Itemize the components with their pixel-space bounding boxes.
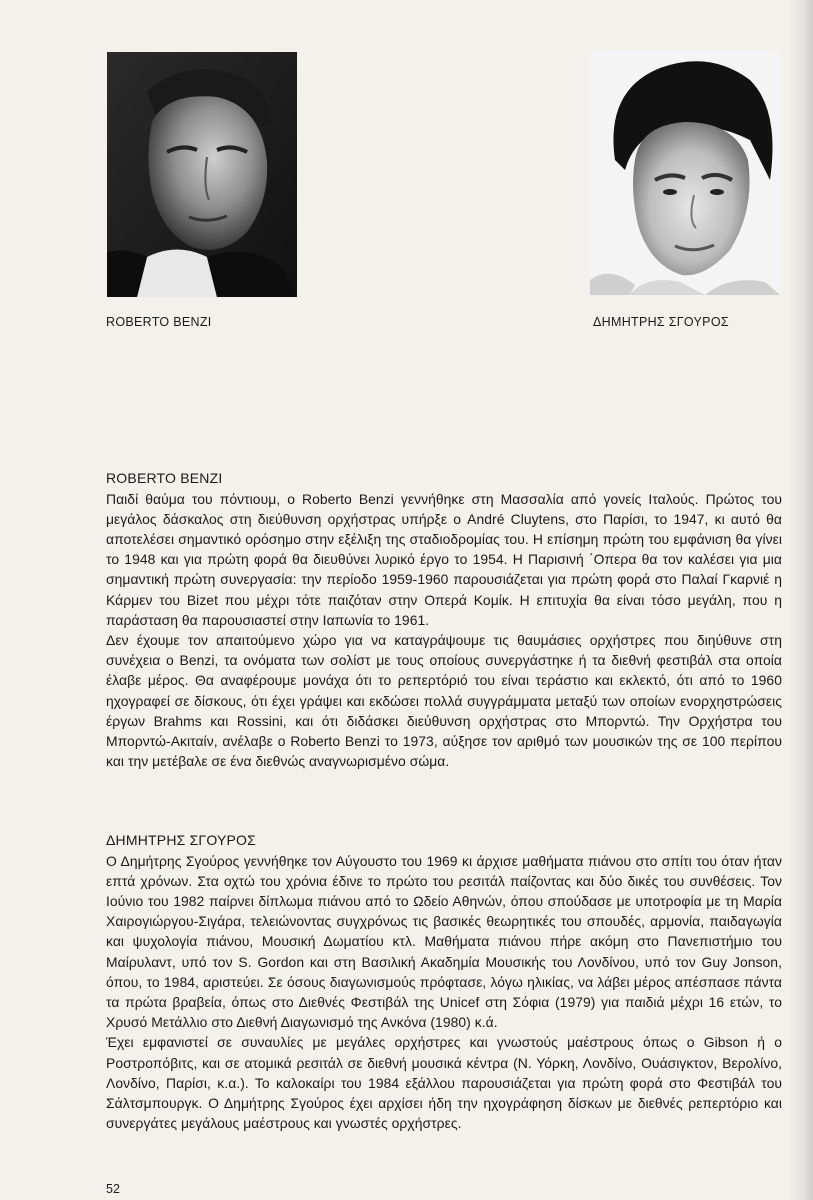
page-number: 52 — [106, 1182, 120, 1196]
biography-sgouros — [106, 830, 782, 1133]
sgouros-paragraph-2: Έχει εμφανιστεί σε συναυλίες με μεγάλες ορχήστρες και γνωστούς μαέστρους όπως ο Gibson ή ο Ροστροπόβιτς, και σε ατομικά ρεσιτάλ σε διεθνή μουσικά κέντρα (Ν. Υόρκη, Λονδίνο, Ουάσιγκτον, Βερολίνο, Λονδίνο, Παρίσι, κ.α.). Το καλοκαίρι του 1984 εξάλλου παρουσιάζεται για πρώτη φορά στο Φεστιβάλ του Σάλτσμπουργκ. Ο Δημήτρης Σγούρος έχει αρχίσει ήδη την ηχογράφηση δίσκων με διεθνές ρεπερτόριο και συνεργάτες μεγάλους μαέστρους και γνωστές ορχήστρες. — [106, 1034, 782, 1132]
page-edge-shadow — [787, 0, 813, 1200]
photo-caption-benzi: ROBERTO BENZI — [106, 315, 212, 329]
benzi-paragraph-2: Δεν έχουμε τον απαιτούμενο χώρο για να καταγράψουμε τις θαυμάσιες ορχήστρες που διηύθυνε στη συνέχεια ο Benzi, τα ονόματα των σολίστ με τους οποίους συνεργάστηκε ή τα διεθνή φεστιβάλ στα οποία έλαβε μέρος. Θα αναφέρουμε μονάχα ότι το ρεπερτόριό του είναι τεράστιο και εκλεκτό, ότι από το 1960 ηχογραφεί σε δίσκους, ότι έχει γράψει και εκδώσει πολλά συγγράμματα μεταξύ των οποίων ενορχηστρώσεις έργων Brahms και Rossini, και ότι διδάσκει διεύθυνση ορχήστρας στο Μπορντώ. Την Ορχήστρα του Μπορντώ-Ακιταίν, ανέλαβε ο Roberto Benzi το 1973, αύξησε τον αριθμό των μουσικών της σε 100 περίπου και την μετέβαλε σε ένα διεθνώς αναγνωρισμένο σώμα. — [106, 631, 782, 770]
portrait-benzi-image — [107, 52, 297, 297]
sgouros-paragraph-1: Ο Δημήτρης Σγούρος γεννήθηκε τον Αύγουστο του 1969 κι άρχισε μαθήματα πιάνου στο σπίτι του όταν ήταν επτά χρόνων. Στα οχτώ του χρόνια έδινε το πρώτο του ρεσιτάλ παίζοντας και δύο δικές του συνθέσεις. Τον Ιούνιο του 1982 παίρνει δίπλωμα πιάνου από το Ωδείο Αθηνών, όπου σπούδασε με υποτροφία με τη Μαρία Χαιρογιώργου-Σιγάρα, τελειώνοντας συγχρόνως τις βασικές θεωρητικές του σπουδές, αρμονία, παιδαγωγία και ψυχολογία πιάνου, Μουσική Δωματίου κτλ. Μαθήματα πιάνου πήρε ακόμη στο Πανεπιστήμιο του Μαίρυλαντ, υπό τον S. Gordon και στη Βασιλική Ακαδημία Μουσικής του Λονδίνου, υπό τον Guy Jonson, όπου, το 1984, αριστεύει. Σε όσους διαγωνισμούς πρόφτασε, λόγω ηλικίας, να λάβει μέρος απέσπασε πάντα τα πρώτα βραβεία, όπως στο Διεθνές Φεστιβάλ της Unicef στη Σόφια (1979) για παιδιά μέχρι 16 ετών, το Χρυσό Μετάλλιο στο Διεθνή Διαγωνισμό της Ανκόνα (1980) κ.ά. — [106, 852, 782, 1031]
biography-benzi — [106, 468, 782, 771]
benzi-paragraph-1: Παιδί θαύμα του πόντιουμ, ο Roberto Benzi γεννήθηκε στη Μασσαλία από γονείς Ιταλούς. Πρώτος του μεγάλος δάσκαλος στη διεύθυνση ορχήστρας υπήρξε ο André Cluytens, στο Παρίσι, το 1947, κι αυτό θα αποτελέσει σημαντικό ορόσημο στην εξέλιξη της σταδιοδρομίας του. Η επίσημη πρώτη του εμφάνιση θα γίνει το 1948 και για πρώτη φορά θα διευθύνει λυρικό έργο το 1954. Η Παρισινή ΄Οπερα θα τον καλέσει για μια σημαντική πρώτη συνεργασία: την περίοδο 1959-1960 παρουσιάζεται για πρώτη φορά στο Παλαί Γκαρνιέ η Κάρμεν του Bizet που μέχρι τότε παιζόταν στην Οπερά Κομίκ. Η επιτυχία θα είναι τόσο μεγάλη, που η παράσταση θα παρουσιαστεί στην Ιαπωνία το 1961. — [106, 490, 782, 628]
portrait-sgouros-image — [590, 50, 780, 295]
section-heading-sgouros: ΔΗΜΗΤΡΗΣ ΣΓΟΥΡΟΣ — [106, 832, 257, 848]
photo-caption-sgouros: ΔΗΜΗΤΡΗΣ ΣΓΟΥΡΟΣ — [593, 315, 729, 329]
portrait-photo-benzi — [107, 52, 297, 297]
section-heading-benzi: ROBERTO BENZI — [106, 470, 223, 486]
portrait-photo-sgouros — [590, 50, 780, 295]
